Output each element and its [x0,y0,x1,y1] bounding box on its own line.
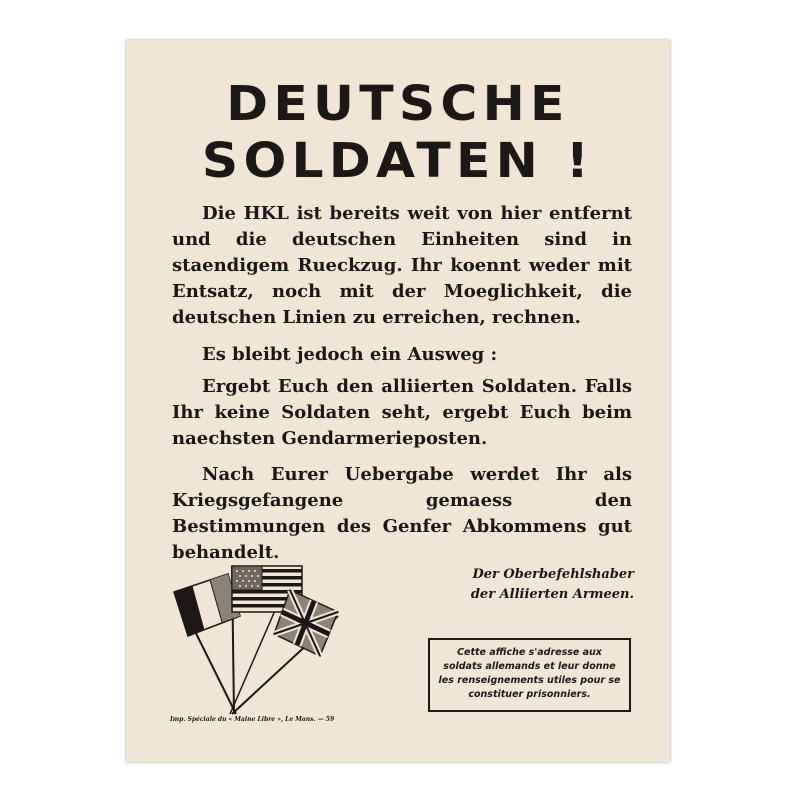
signature-line-2: der Alliierten Armeen. [470,587,634,602]
signature-block [366,565,634,605]
notice-box: Cette affiche s'adresse aux soldats allemands et leur donne les renseignements utiles pour se constituer prisonniers. [428,638,631,712]
leaflet-poster [126,40,670,762]
french-flag-icon [174,574,240,636]
paragraph-4: Nach Eurer Uebergabe werdet Ihr als Kriegsgefangene gemaess den Bestimmungen des Genfer Abkommens gut behandelt. [172,464,632,563]
paragraph-1: Die HKL ist bereits weit von hier entfernt und die deutschen Einheiten sind in staendigem Rueckzug. Ihr koennt weder mit Entsatz, noch mit der Moeglichkeit, die deutschen Linien zu erreichen, rechnen. [172,203,632,328]
paragraph-3: Ergebt Euch den alliierten Soldaten. Falls Ihr keine Soldaten seht, ergebt Euch beim naechsten Gendarmerieposten. [172,376,632,449]
paragraph-2: Es bleibt jedoch ein Ausweg : [202,344,498,365]
printer-imprint: Imp. Spéciale du « Maine Libre », Le Mans. — 59 [170,716,335,723]
signature-line-1: Der Oberbefehlshaber [472,567,634,582]
flags-illustration-icon [170,556,350,716]
headline-line-2: SOLDATEN ! [201,133,595,189]
headline-line-1: DEUTSCHE [226,76,570,132]
